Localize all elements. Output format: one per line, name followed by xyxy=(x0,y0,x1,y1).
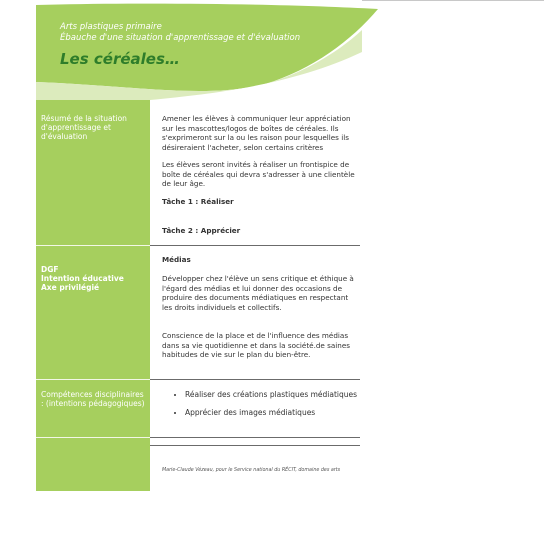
competences-list xyxy=(170,390,375,425)
section-divider-right xyxy=(150,245,360,246)
resume-paragraph-2: Les élèves seront invités à réaliser un frontispice de boîte de céréales qui devra s'adresser à une clientèle de leur âge. xyxy=(162,160,355,188)
header-subtitle-description: Ébauche d'une situation d'apprentissage et d'évaluation xyxy=(60,33,301,43)
axe-label: Axe privilégié xyxy=(41,283,100,292)
resume-paragraph-1: Amener les élèves à communiquer leur appréciation sur les mascottes/logos de boîtes de céréales. Ils s'exprimeront sur la ou les raison pour lesquelles ils désireraient l'acheter, selon certains critères xyxy=(162,114,351,152)
list-item: • Réaliser des créations plastiques médiatiques xyxy=(185,390,375,400)
section-divider-right xyxy=(150,445,360,446)
task-1-label: Tâche 1 : Réaliser xyxy=(162,197,234,206)
footer-credit: Marie-Claude Vézeau, pour le Service national du RÉCIT, domaine des arts xyxy=(162,468,341,473)
resume-label: Résumé de la situation d'apprentissage et d'évaluation xyxy=(41,114,127,141)
header-subtitle-course: Arts plastiques primaire xyxy=(60,22,162,32)
section-divider-left xyxy=(36,245,150,246)
section-divider-left xyxy=(36,379,150,380)
dgf-paragraph-1: Développer chez l'élève un sens critique et éthique à l'égard des médias et lui donner des occasions de produire des documents médiatiques en respectant les droits individuels et collectifs. xyxy=(162,274,354,312)
list-item: • Apprécier des images médiatiques xyxy=(185,408,375,418)
intention-label: Intention éducative xyxy=(41,274,124,283)
dgf-label: DGF xyxy=(41,265,59,274)
competences-label: Compétences disciplinaires : (intentions pédagogiques) xyxy=(41,390,145,408)
section-divider-right xyxy=(150,379,360,380)
section-divider-left xyxy=(36,437,150,438)
dgf-paragraph-2: Conscience de la place et de l'influence des médias dans sa vie quotidienne et dans la société.de saines habitudes de vie sur le plan du bien-être. xyxy=(162,331,351,359)
task-2-label: Tâche 2 : Apprécier xyxy=(162,226,241,235)
page-title: Les céréales… xyxy=(60,50,180,68)
medias-heading: Médias xyxy=(162,255,191,264)
section-divider-right xyxy=(150,437,360,438)
left-label-column xyxy=(36,100,150,491)
